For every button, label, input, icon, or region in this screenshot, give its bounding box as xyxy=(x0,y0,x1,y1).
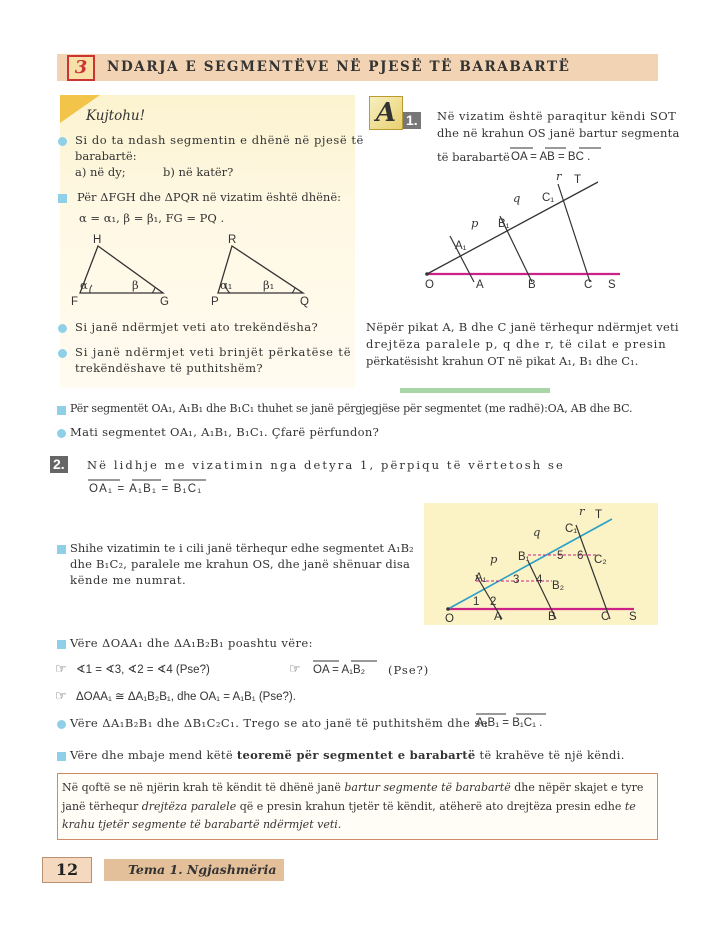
bullet-dot xyxy=(57,720,66,729)
pse-text: (Pse?) xyxy=(388,663,430,677)
task1-line3-prefix: të barabartë xyxy=(437,150,510,164)
fig1-label-p: p xyxy=(471,216,479,230)
kujtohu-q1-b: b) në katër? xyxy=(163,165,234,179)
kujtohu-q3-line2: trekëndëshave të puthitshëm? xyxy=(75,361,263,375)
label-G: G xyxy=(160,296,169,308)
oa-equal-text: OA = A₁B₂ xyxy=(313,664,366,676)
shihe-line1: Shihe vizatimin te i cili janë tërhequr edhe segmentet A₁B₂ xyxy=(70,541,414,555)
label-R: R xyxy=(228,234,237,246)
shihe-line3: kënde me numrat. xyxy=(70,573,187,587)
fig1-label-q: q xyxy=(513,191,521,205)
kujtohu-fgh: Për ΔFGH dhe ΔPQR në vizatim është dhënë: xyxy=(77,190,342,204)
bullet-square xyxy=(57,752,66,761)
task2-equation: OA₁ = A₁B₁ = B₁C₁ xyxy=(89,483,203,495)
label-alpha1: α₁ xyxy=(220,278,233,292)
chapter-title: NDARJA E SEGMENTËVE NË PJESË TË BARABARTË xyxy=(107,59,571,75)
theorem-box-line2: janë tërhequr drejtëza paralele që e presin krahun tjetër të këndit, atëherë ato drejtëza presin edhe te xyxy=(62,800,636,813)
label-beta1: β₁ xyxy=(263,278,275,292)
label-Q: Q xyxy=(300,296,309,308)
fig2-label-B2: B₂ xyxy=(552,580,565,592)
vere2-equation: A₁B₁ = B₁C₁ . xyxy=(476,717,543,729)
task1-below-line2: drejtëza paralele p, q dhe r, të cilat e presin xyxy=(366,337,667,351)
fig2-label-q: q xyxy=(533,525,541,539)
task1-line2: dhe në krahun OS janë bartur segmenta xyxy=(437,126,680,140)
task1-line3-equation: OA = AB = BC . xyxy=(511,151,591,163)
bullet-dot xyxy=(57,429,66,438)
fig2-label-T: T xyxy=(595,509,603,521)
measure-text: Mati segmentet OA₁, A₁B₁, B₁C₁. Çfarë përfundon? xyxy=(70,425,380,439)
fig1-label-B1: B₁ xyxy=(498,218,510,230)
overline-marks xyxy=(474,713,554,717)
chapter-number: 3 xyxy=(67,55,95,81)
fig1-label-A: A xyxy=(476,279,484,291)
vere2-text: Vëre ΔA₁B₂B₁ dhe ΔB₁C₂C₁. Trego se ato janë të puthitshëm dhe se xyxy=(70,716,488,730)
kujtohu-q1-a: a) në dy; xyxy=(75,165,126,179)
bullet-square xyxy=(57,640,66,649)
fig2-angle-2: 2 xyxy=(490,596,497,608)
figure-angle-SOT xyxy=(420,168,635,293)
theorem-box-line3: krahu tjetër segmente të barabartë ndërmjet veti. xyxy=(62,818,342,831)
label-F: F xyxy=(71,296,79,308)
bullet-square xyxy=(58,194,67,203)
vere-text: Vëre ΔOAA₁ dhe ΔA₁B₂B₁ poashtu vëre: xyxy=(70,636,313,650)
task1-below-line3: përkatësisht krahun OT në pikat A₁, B₁ dhe C₁. xyxy=(366,354,639,368)
fig2-label-A1: A₁ xyxy=(475,572,487,584)
fig2-angle-4: 4 xyxy=(536,574,543,586)
task2-number: 2. xyxy=(50,456,68,473)
fig2-label-B1: B₁ xyxy=(518,551,530,563)
overline-marks xyxy=(311,660,391,664)
fig2-label-C: C xyxy=(601,611,610,623)
fig1-label-B: B xyxy=(528,279,536,291)
divider-bar xyxy=(400,388,550,393)
correspondence-text: Për segmentët OA₁, A₁B₁ dhe B₁C₁ thuhet se janë përgjegjëse për segmentet (me radhë):OA, AB dhe BC. xyxy=(70,402,633,415)
overline-marks xyxy=(86,479,216,483)
task2-line1: Në lidhje me vizatimin nga detyra 1, përpiqu të vërtetosh se xyxy=(87,458,565,472)
theorem-box-line1: Në qoftë se në njërin krah të këndit të dhënë janë bartur segmente të barabartë dhe nëpër skajet e tyre xyxy=(62,781,644,794)
kujtohu-q1-line2: barabartë: xyxy=(75,149,137,163)
theorem-bold: teoremë për segmentet e barabartë xyxy=(236,748,476,762)
fig2-label-r: r xyxy=(579,504,585,518)
fig1-label-C: C xyxy=(584,279,593,291)
task1-number: 1. xyxy=(403,112,421,129)
bullet-dot xyxy=(58,324,67,333)
kujtohu-q2: Si janë ndërmjet veti ato trekëndësha? xyxy=(75,320,319,334)
figure-angle-SOT-2 xyxy=(424,503,658,625)
overline-marks xyxy=(508,147,608,151)
fig1-label-r: r xyxy=(556,169,562,183)
fig2-angle-6: 6 xyxy=(577,550,584,562)
hand-pointer-icon: ☞ xyxy=(55,661,67,676)
bullet-square xyxy=(57,545,66,554)
fig2-label-B: B xyxy=(548,611,556,623)
hand-pointer-icon: ☞ xyxy=(289,661,301,676)
kujtohu-title: Kujtohu! xyxy=(86,108,146,124)
congruence-text: ΔOAA₁ ≅ ΔA₁B₂B₁, dhe OA₁ = A₁B₁ (Pse?). xyxy=(76,691,296,703)
label-beta: β xyxy=(132,278,139,292)
fig1-label-O: O xyxy=(425,279,434,291)
fig2-angle-3: 3 xyxy=(513,574,520,586)
fig2-label-A: A xyxy=(494,611,502,623)
page-number: 12 xyxy=(42,857,92,883)
fig1-label-A1: A₁ xyxy=(455,240,467,252)
theme-label: Tema 1. Ngjashmëria xyxy=(104,859,284,881)
bullet-dot xyxy=(58,137,67,146)
label-H: H xyxy=(93,234,102,246)
section-letter-A: A xyxy=(369,96,403,130)
label-P: P xyxy=(211,296,219,308)
fig1-label-C1: C₁ xyxy=(542,192,555,204)
kujtohu-q3-line1: Si janë ndërmjet veti brinjët përkatëse të xyxy=(75,345,352,359)
bullet-square xyxy=(57,406,66,415)
kujtohu-q1-line1: Si do ta ndash segmentin e dhënë në pjesë të xyxy=(75,133,364,147)
kujtohu-equation: α = α₁, β = β₁, FG = PQ . xyxy=(79,211,225,225)
task1-below-line1: Nëpër pikat A, B dhe C janë tërhequr ndërmjet veti xyxy=(366,320,679,334)
fig2-label-p: p xyxy=(490,552,498,566)
fig2-angle-5: 5 xyxy=(557,550,564,562)
fig1-label-T: T xyxy=(574,174,582,186)
triangles-figure xyxy=(60,228,360,313)
fig2-angle-1: 1 xyxy=(473,596,480,608)
shihe-line2: dhe B₁C₂, paralele me krahun OS, dhe janë shënuar disa xyxy=(70,557,411,571)
fig1-label-S: S xyxy=(608,279,616,291)
fig2-label-O: O xyxy=(445,613,454,625)
task1-line1: Në vizatim është paraqitur këndi SOT xyxy=(437,109,677,123)
fig2-label-S: S xyxy=(629,611,637,623)
label-alpha: α xyxy=(80,278,88,292)
hand-pointer-icon: ☞ xyxy=(55,688,67,703)
theorem-text: Vëre dhe mbaje mend këtë teoremë për segmentet e barabartë të krahëve të një këndi. xyxy=(70,748,625,762)
fig2-label-C2: C₂ xyxy=(594,554,607,566)
fig2-label-C1: C₁ xyxy=(565,523,578,535)
angles-equal-text: ∢1 = ∢3, ∢2 = ∢4 (Pse?) xyxy=(76,664,210,676)
bullet-dot xyxy=(58,349,67,358)
